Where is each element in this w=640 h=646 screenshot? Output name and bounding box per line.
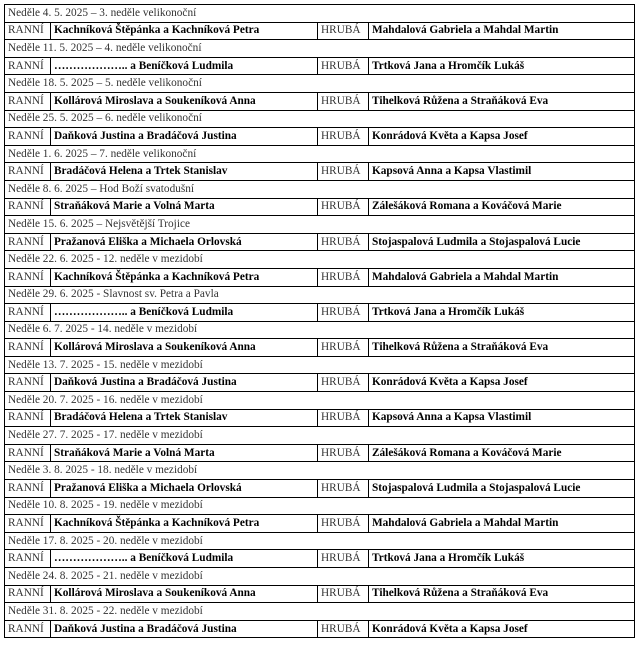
sunday-date-heading: Neděle 13. 7. 2025 - 15. neděle v mezidobí: [5, 356, 635, 374]
morning-slot-label: RANNÍ: [5, 339, 51, 357]
date-row: [5, 532, 635, 550]
later-assignees: Tihelková Růžena a Straňáková Eva: [369, 585, 635, 603]
sunday-date-heading: Neděle 4. 5. 2025 – 3. neděle velikonoční: [5, 5, 635, 23]
later-slot-label: HRUBÁ: [318, 22, 369, 40]
date-row: [5, 603, 635, 621]
morning-slot-label: RANNÍ: [5, 620, 51, 638]
assignment-row: [5, 304, 635, 322]
later-slot-label: HRUBÁ: [318, 233, 369, 251]
later-slot-label: HRUBÁ: [318, 374, 369, 392]
date-row: [5, 40, 635, 58]
later-slot-label: HRUBÁ: [318, 92, 369, 110]
date-row: [5, 568, 635, 586]
morning-assignees: Kollárová Miroslava a Soukeníková Anna: [51, 585, 318, 603]
sunday-date-heading: Neděle 15. 6. 2025 – Nejsvětější Trojice: [5, 216, 635, 234]
morning-assignees: Daňková Justina a Bradáčová Justina: [51, 128, 318, 146]
sunday-date-heading: Neděle 6. 7. 2025 - 14. neděle v mezidobí: [5, 321, 635, 339]
later-slot-label: HRUBÁ: [318, 550, 369, 568]
later-assignees: Mahdalová Gabriela a Mahdal Martin: [369, 22, 635, 40]
morning-slot-label: RANNÍ: [5, 128, 51, 146]
later-slot-label: HRUBÁ: [318, 198, 369, 216]
schedule-body: [5, 5, 635, 638]
morning-slot-label: RANNÍ: [5, 92, 51, 110]
sunday-date-heading: Neděle 31. 8. 2025 - 22. neděle v mezidobí: [5, 603, 635, 621]
sunday-date-heading: Neděle 22. 6. 2025 - 12. neděle v mezidobí: [5, 251, 635, 269]
date-row: [5, 427, 635, 445]
later-assignees: Zálešáková Romana a Kováčová Marie: [369, 444, 635, 462]
later-assignees: Stojaspalová Ludmila a Stojaspalová Lucie: [369, 480, 635, 498]
morning-slot-label: RANNÍ: [5, 163, 51, 181]
later-assignees: Konrádová Květa a Kapsa Josef: [369, 374, 635, 392]
later-assignees: Tihelková Růžena a Straňáková Eva: [369, 339, 635, 357]
later-slot-label: HRUBÁ: [318, 515, 369, 533]
sunday-date-heading: Neděle 3. 8. 2025 - 18. neděle v mezidobí: [5, 462, 635, 480]
later-assignees: Trtková Jana a Hromčík Lukáš: [369, 550, 635, 568]
morning-slot-label: RANNÍ: [5, 480, 51, 498]
date-row: [5, 5, 635, 23]
date-row: [5, 145, 635, 163]
morning-slot-label: RANNÍ: [5, 57, 51, 75]
morning-assignees: ……………….. a Beníčková Ludmila: [51, 57, 318, 75]
later-assignees: Kapsová Anna a Kapsa Vlastimil: [369, 409, 635, 427]
morning-assignees: Kachníková Štěpánka a Kachníková Petra: [51, 22, 318, 40]
sunday-date-heading: Neděle 1. 6. 2025 – 7. neděle velikonoční: [5, 145, 635, 163]
later-assignees: Trtková Jana a Hromčík Lukáš: [369, 304, 635, 322]
sunday-date-heading: Neděle 20. 7. 2025 - 16. neděle v mezidobí: [5, 392, 635, 410]
assignment-row: [5, 198, 635, 216]
sunday-date-heading: Neděle 8. 6. 2025 – Hod Boží svatodušní: [5, 180, 635, 198]
sunday-date-heading: Neděle 10. 8. 2025 - 19. neděle v mezidobí: [5, 497, 635, 515]
morning-slot-label: RANNÍ: [5, 585, 51, 603]
morning-assignees: Pražanová Eliška a Michaela Orlovská: [51, 233, 318, 251]
morning-assignees: Pražanová Eliška a Michaela Orlovská: [51, 480, 318, 498]
morning-assignees: Daňková Justina a Bradáčová Justina: [51, 374, 318, 392]
morning-slot-label: RANNÍ: [5, 268, 51, 286]
later-assignees: Konrádová Květa a Kapsa Josef: [369, 128, 635, 146]
morning-assignees: Kollárová Miroslava a Soukeníková Anna: [51, 92, 318, 110]
later-assignees: Trtková Jana a Hromčík Lukáš: [369, 57, 635, 75]
date-row: [5, 180, 635, 198]
assignment-row: [5, 163, 635, 181]
morning-assignees: ……………….. a Beníčková Ludmila: [51, 304, 318, 322]
morning-assignees: Kollárová Miroslava a Soukeníková Anna: [51, 339, 318, 357]
assignment-row: [5, 550, 635, 568]
sunday-date-heading: Neděle 11. 5. 2025 – 4. neděle velikonoční: [5, 40, 635, 58]
assignment-row: [5, 480, 635, 498]
date-row: [5, 356, 635, 374]
morning-assignees: Bradáčová Helena a Trtek Stanislav: [51, 163, 318, 181]
morning-slot-label: RANNÍ: [5, 409, 51, 427]
date-row: [5, 75, 635, 93]
later-assignees: Tihelková Růžena a Straňáková Eva: [369, 92, 635, 110]
later-assignees: Zálešáková Romana a Kováčová Marie: [369, 198, 635, 216]
morning-assignees: Daňková Justina a Bradáčová Justina: [51, 620, 318, 638]
assignment-row: [5, 339, 635, 357]
later-assignees: Mahdalová Gabriela a Mahdal Martin: [369, 515, 635, 533]
later-slot-label: HRUBÁ: [318, 620, 369, 638]
later-assignees: Konrádová Květa a Kapsa Josef: [369, 620, 635, 638]
later-slot-label: HRUBÁ: [318, 268, 369, 286]
morning-slot-label: RANNÍ: [5, 304, 51, 322]
morning-slot-label: RANNÍ: [5, 233, 51, 251]
date-row: [5, 392, 635, 410]
later-slot-label: HRUBÁ: [318, 304, 369, 322]
later-slot-label: HRUBÁ: [318, 409, 369, 427]
date-row: [5, 497, 635, 515]
morning-assignees: Straňáková Marie a Volná Marta: [51, 444, 318, 462]
assignment-row: [5, 128, 635, 146]
morning-slot-label: RANNÍ: [5, 444, 51, 462]
sunday-date-heading: Neděle 29. 6. 2025 - Slavnost sv. Petra a Pavla: [5, 286, 635, 304]
assignment-row: [5, 515, 635, 533]
later-slot-label: HRUBÁ: [318, 128, 369, 146]
assignment-row: [5, 620, 635, 638]
morning-slot-label: RANNÍ: [5, 374, 51, 392]
later-slot-label: HRUBÁ: [318, 585, 369, 603]
later-slot-label: HRUBÁ: [318, 444, 369, 462]
morning-assignees: Kachníková Štěpánka a Kachníková Petra: [51, 515, 318, 533]
morning-slot-label: RANNÍ: [5, 198, 51, 216]
sunday-date-heading: Neděle 25. 5. 2025 – 6. neděle velikonoční: [5, 110, 635, 128]
date-row: [5, 321, 635, 339]
morning-assignees: Bradáčová Helena a Trtek Stanislav: [51, 409, 318, 427]
assignment-row: [5, 374, 635, 392]
later-slot-label: HRUBÁ: [318, 480, 369, 498]
later-assignees: Stojaspalová Ludmila a Stojaspalová Lucie: [369, 233, 635, 251]
service-schedule-table: [4, 4, 635, 638]
assignment-row: [5, 233, 635, 251]
morning-assignees: ……………….. a Beníčková Ludmila: [51, 550, 318, 568]
assignment-row: [5, 268, 635, 286]
assignment-row: [5, 409, 635, 427]
date-row: [5, 251, 635, 269]
assignment-row: [5, 57, 635, 75]
sunday-date-heading: Neděle 27. 7. 2025 - 17. neděle v mezidobí: [5, 427, 635, 445]
assignment-row: [5, 444, 635, 462]
later-slot-label: HRUBÁ: [318, 339, 369, 357]
later-assignees: Kapsová Anna a Kapsa Vlastimil: [369, 163, 635, 181]
later-slot-label: HRUBÁ: [318, 163, 369, 181]
morning-assignees: Kachníková Štěpánka a Kachníková Petra: [51, 268, 318, 286]
sunday-date-heading: Neděle 17. 8. 2025 - 20. neděle v mezidobí: [5, 532, 635, 550]
assignment-row: [5, 92, 635, 110]
morning-assignees: Straňáková Marie a Volná Marta: [51, 198, 318, 216]
sunday-date-heading: Neděle 18. 5. 2025 – 5. neděle velikonoční: [5, 75, 635, 93]
sunday-date-heading: Neděle 24. 8. 2025 - 21. neděle v mezidobí: [5, 568, 635, 586]
date-row: [5, 110, 635, 128]
date-row: [5, 216, 635, 234]
morning-slot-label: RANNÍ: [5, 550, 51, 568]
date-row: [5, 462, 635, 480]
later-assignees: Mahdalová Gabriela a Mahdal Martin: [369, 268, 635, 286]
assignment-row: [5, 22, 635, 40]
morning-slot-label: RANNÍ: [5, 515, 51, 533]
later-slot-label: HRUBÁ: [318, 57, 369, 75]
morning-slot-label: RANNÍ: [5, 22, 51, 40]
assignment-row: [5, 585, 635, 603]
date-row: [5, 286, 635, 304]
